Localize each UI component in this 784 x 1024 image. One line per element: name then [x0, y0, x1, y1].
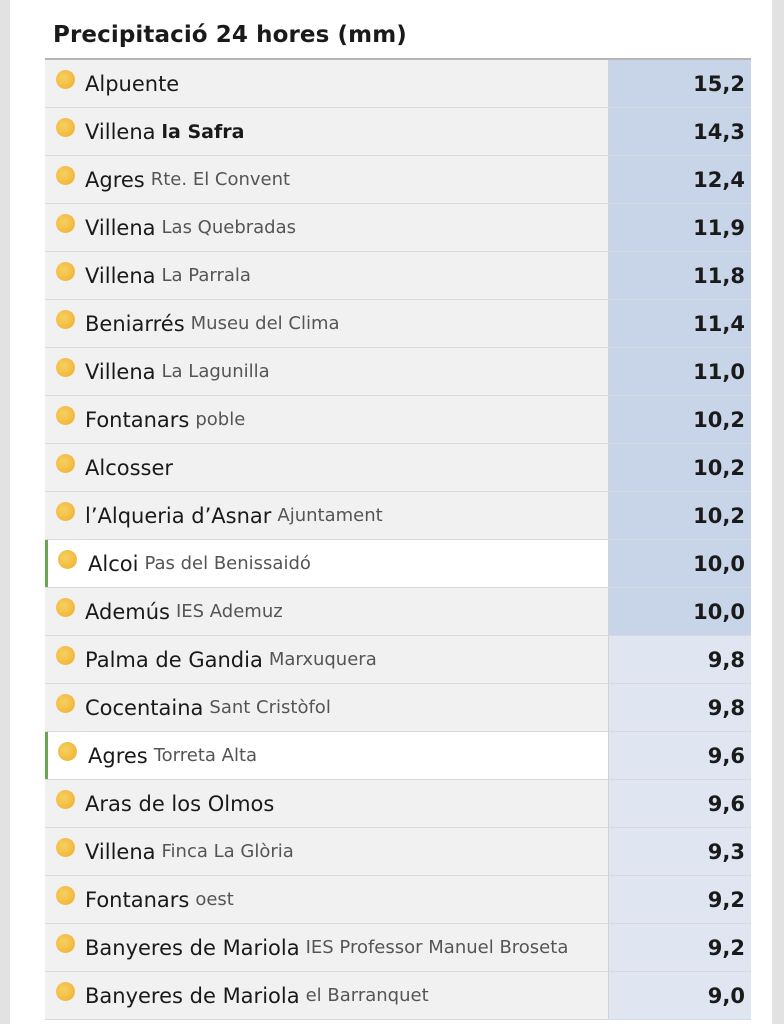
place-name: Alcosser [85, 455, 174, 480]
station-name: IES Ademuz [175, 601, 283, 622]
table-row[interactable] [45, 156, 751, 204]
table-row[interactable] [45, 684, 751, 732]
place-name: Banyeres de Mariola [85, 935, 300, 960]
table-row[interactable] [45, 348, 751, 396]
status-dot-icon [56, 790, 75, 809]
precipitation-value: 11,8 [609, 252, 751, 299]
precipitation-value: 11,0 [609, 348, 751, 395]
table-row[interactable] [45, 924, 751, 972]
precipitation-value: 9,8 [609, 684, 751, 731]
station-name-cell[interactable] [45, 300, 609, 347]
precipitation-value: 11,4 [609, 300, 751, 347]
station-name-cell[interactable] [45, 684, 609, 731]
station-name: Torreta Alta [153, 745, 258, 766]
station-name-cell[interactable] [45, 348, 609, 395]
station-name-cell[interactable] [45, 636, 609, 683]
table-row[interactable] [45, 60, 751, 108]
table-row[interactable] [45, 252, 751, 300]
table-row[interactable] [45, 828, 751, 876]
station-name: oest [195, 889, 234, 910]
place-name: Villena [85, 359, 156, 384]
status-dot-icon [56, 358, 75, 377]
station-name-cell[interactable] [45, 876, 609, 923]
status-dot-icon [56, 934, 75, 953]
status-dot-icon [56, 214, 75, 233]
station-name-cell[interactable] [45, 972, 609, 1019]
place-name: Palma de Gandia [85, 647, 263, 672]
station-name-cell[interactable] [45, 828, 609, 875]
place-name: Villena [85, 263, 156, 288]
place-name: Cocentaina [85, 695, 204, 720]
place-name: Agres [88, 743, 148, 768]
place-name: Villena [85, 119, 156, 144]
table-row[interactable] [45, 444, 751, 492]
status-dot-icon [56, 886, 75, 905]
precipitation-value: 9,2 [609, 924, 751, 971]
place-name: Fontanars [85, 407, 190, 432]
status-dot-icon [56, 598, 75, 617]
table-row[interactable] [45, 300, 751, 348]
station-name: Rte. El Convent [150, 169, 291, 190]
station-name-cell[interactable] [45, 252, 609, 299]
precipitation-value: 9,0 [609, 972, 751, 1019]
status-dot-icon [56, 502, 75, 521]
place-name: Villena [85, 215, 156, 240]
table-row[interactable] [45, 108, 751, 156]
status-dot-icon [56, 166, 75, 185]
table-row[interactable] [45, 876, 751, 924]
precipitation-value: 9,6 [609, 780, 751, 827]
table-title: Precipitació 24 hores (mm) [53, 22, 407, 48]
place-name: Banyeres de Mariola [85, 983, 300, 1008]
station-name: la Safra [161, 120, 245, 143]
station-name-cell[interactable] [45, 444, 609, 491]
table-row[interactable] [45, 204, 751, 252]
station-name: Museu del Clima [190, 313, 340, 334]
station-name: Marxuquera [268, 649, 377, 670]
place-name: Ademús [85, 599, 170, 624]
station-name: Pas del Benissaidó [144, 553, 311, 574]
status-dot-icon [56, 262, 75, 281]
status-dot-icon [56, 982, 75, 1001]
table-row[interactable] [45, 636, 751, 684]
table-row[interactable] [45, 396, 751, 444]
precipitation-table [45, 58, 751, 1020]
station-name-cell[interactable] [45, 492, 609, 539]
station-name: IES Professor Manuel Broseta [305, 937, 569, 958]
station-name: Finca La Glòria [161, 841, 294, 862]
precipitation-value: 10,2 [609, 492, 751, 539]
status-dot-icon [56, 310, 75, 329]
station-name-cell[interactable] [45, 924, 609, 971]
status-dot-icon [56, 694, 75, 713]
station-name-cell[interactable] [45, 108, 609, 155]
place-name: l’Alqueria d’Asnar [85, 503, 272, 528]
status-dot-icon [56, 70, 75, 89]
station-name: poble [195, 409, 246, 430]
precipitation-value: 9,8 [609, 636, 751, 683]
precipitation-value: 9,6 [609, 732, 751, 779]
status-dot-icon [56, 454, 75, 473]
station-name-cell[interactable] [45, 204, 609, 251]
precipitation-value: 11,9 [609, 204, 751, 251]
station-name: el Barranquet [305, 985, 429, 1006]
station-name: Las Quebradas [161, 217, 297, 238]
status-dot-icon [56, 646, 75, 665]
table-row[interactable] [45, 492, 751, 540]
precipitation-value: 12,4 [609, 156, 751, 203]
place-name: Aras de los Olmos [85, 791, 275, 816]
station-name-cell[interactable] [45, 732, 609, 779]
place-name: Alcoi [88, 551, 139, 576]
station-name-cell[interactable] [45, 396, 609, 443]
station-name-cell[interactable] [45, 60, 609, 107]
station-name: Sant Cristòfol [209, 697, 331, 718]
station-name-cell[interactable] [45, 540, 609, 587]
station-name-cell[interactable] [45, 156, 609, 203]
precipitation-value: 10,2 [609, 396, 751, 443]
status-dot-icon [56, 838, 75, 857]
status-dot-icon [58, 742, 77, 761]
status-dot-icon [56, 406, 75, 425]
precipitation-value: 9,3 [609, 828, 751, 875]
status-dot-icon [58, 550, 77, 569]
precipitation-value: 10,0 [609, 588, 751, 635]
station-name-cell[interactable] [45, 780, 609, 827]
precipitation-value: 15,2 [609, 60, 751, 107]
table-row[interactable] [45, 972, 751, 1020]
right-edge [772, 0, 784, 1024]
left-edge [0, 0, 10, 1024]
place-name: Beniarrés [85, 311, 185, 336]
station-name: La Lagunilla [161, 361, 270, 382]
place-name: Agres [85, 167, 145, 192]
station-name: La Parrala [161, 265, 251, 286]
status-dot-icon [56, 118, 75, 137]
precipitation-value: 14,3 [609, 108, 751, 155]
precipitation-value: 10,2 [609, 444, 751, 491]
table-row[interactable] [45, 540, 751, 588]
place-name: Alpuente [85, 71, 180, 96]
table-row[interactable] [45, 780, 751, 828]
table-row[interactable] [45, 732, 751, 780]
precipitation-value: 9,2 [609, 876, 751, 923]
table-row[interactable] [45, 588, 751, 636]
precipitation-value: 10,0 [609, 540, 751, 587]
place-name: Villena [85, 839, 156, 864]
station-name-cell[interactable] [45, 588, 609, 635]
place-name: Fontanars [85, 887, 190, 912]
station-name: Ajuntament [277, 505, 383, 526]
